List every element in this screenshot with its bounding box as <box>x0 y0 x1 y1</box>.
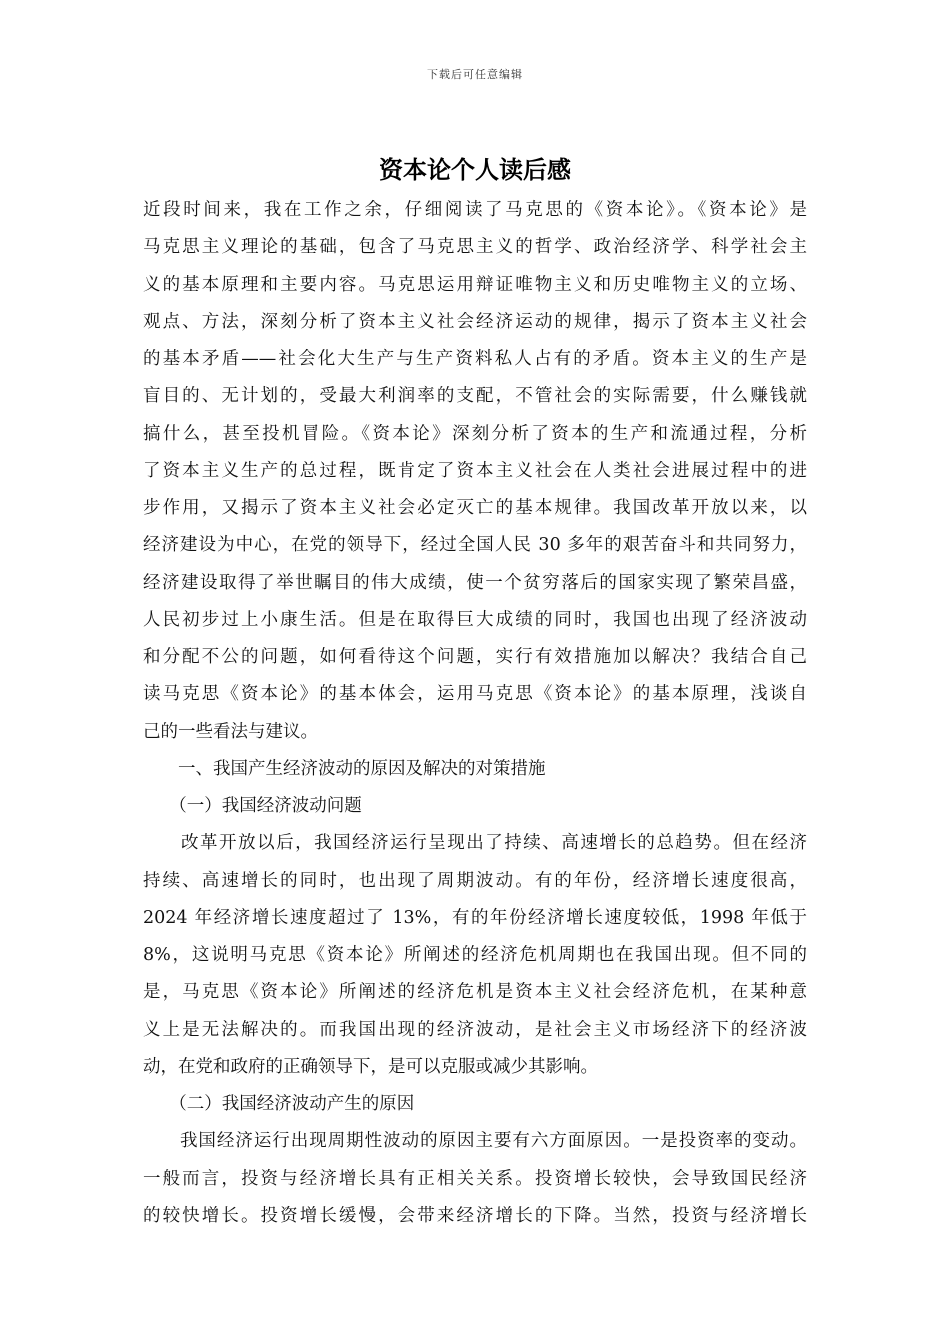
paragraph-line: 义上是无法解决的。而我国出现的经济波动，是社会主义市场经济下的经济波 <box>143 1019 807 1040</box>
paragraph-line: 的较快增长。投资增长缓慢，会带来经济增长的下降。当然，投资与经济增长 <box>143 1205 807 1226</box>
paragraph-line: 动，在党和政府的正确领导下，是可以克服或减少其影响。 <box>143 1056 598 1077</box>
paragraph-line: 观点、方法，深刻分析了资本主义社会经济运动的规律，揭示了资本主义社会 <box>143 311 807 332</box>
header-note: 下载后可任意编辑 <box>427 68 523 81</box>
paragraph-line: 近段时间来，我在工作之余，仔细阅读了马克思的《资本论》。《资本论》是 <box>143 200 807 220</box>
paragraph-line: 读马克思《资本论》的基本体会，运用马克思《资本论》的基本原理，浅谈自 <box>143 684 807 705</box>
paragraph-line: 的基本矛盾——社会化大生产与生产资料私人占有的矛盾。资本主义的生产是 <box>143 349 807 369</box>
paragraph-line: 步作用，又揭示了资本主义社会必定灭亡的基本规律。我国改革开放以来，以 <box>143 498 807 518</box>
paragraph-line: 一般而言，投资与经济增长具有正相关关系。投资增长较快，会导致国民经济 <box>143 1168 807 1189</box>
paragraph-line: 改革开放以后，我国经济运行呈现出了持续、高速增长的总趋势。但在经济 <box>143 833 807 854</box>
paragraph-line: 人民初步过上小康生活。但是在取得巨大成绩的同时，我国也出现了经济波动 <box>143 609 807 630</box>
paragraph-line: 和分配不公的问题，如何看待这个问题，实行有效措施加以解决？我结合自己 <box>143 647 807 667</box>
document-title: 资本论个人读后感 <box>379 155 571 184</box>
paragraph-line: 马克思主义理论的基础，包含了马克思主义的哲学、政治经济学、科学社会主 <box>143 237 807 258</box>
paragraph-line: 经济建设为中心，在党的领导下，经过全国人民 30 多年的艰苦奋斗和共同努力， <box>143 535 807 556</box>
paragraph-line: 搞什么，甚至投机冒险。《资本论》深刻分析了资本的生产和流通过程，分析 <box>143 423 807 444</box>
section-heading: （一）我国经济波动问题 <box>143 796 362 816</box>
paragraph-line: 己的一些看法与建议。 <box>143 721 318 742</box>
document-body <box>143 192 807 1235</box>
paragraph-line: 经济建设取得了举世瞩目的伟大成绩，使一个贫穷落后的国家实现了繁荣昌盛， <box>143 572 807 593</box>
paragraph-line: 义的基本原理和主要内容。马克思运用辩证唯物主义和历史唯物主义的立场、 <box>143 274 807 295</box>
paragraph-line: 了资本主义生产的总过程，既肯定了资本主义社会在人类社会进展过程中的进 <box>143 460 807 481</box>
section-heading: （二）我国经济波动产生的原因 <box>143 1094 415 1114</box>
paragraph-line: 盲目的、无计划的，受最大利润率的支配，不管社会的实际需要，什么赚钱就 <box>143 386 807 407</box>
paragraph-line: 8%，这说明马克思《资本论》所阐述的经济危机周期也在我国出现。但不同的 <box>143 945 807 965</box>
paragraph-line: 我国经济运行出现周期性波动的原因主要有六方面原因。一是投资率的变动。 <box>143 1131 807 1152</box>
paragraph-line: 2024 年经济增长速度超过了 13%，有的年份经济增长速度较低，1998 年低于 <box>143 907 807 928</box>
section-heading: 一、我国产生经济波动的原因及解决的对策措施 <box>143 758 546 779</box>
paragraph-line: 是，马克思《资本论》所阐述的经济危机是资本主义社会经济危机，在某种意 <box>143 982 807 1003</box>
paragraph-line: 持续、高速增长的同时，也出现了周期波动。有的年份，经济增长速度很高， <box>143 870 807 891</box>
